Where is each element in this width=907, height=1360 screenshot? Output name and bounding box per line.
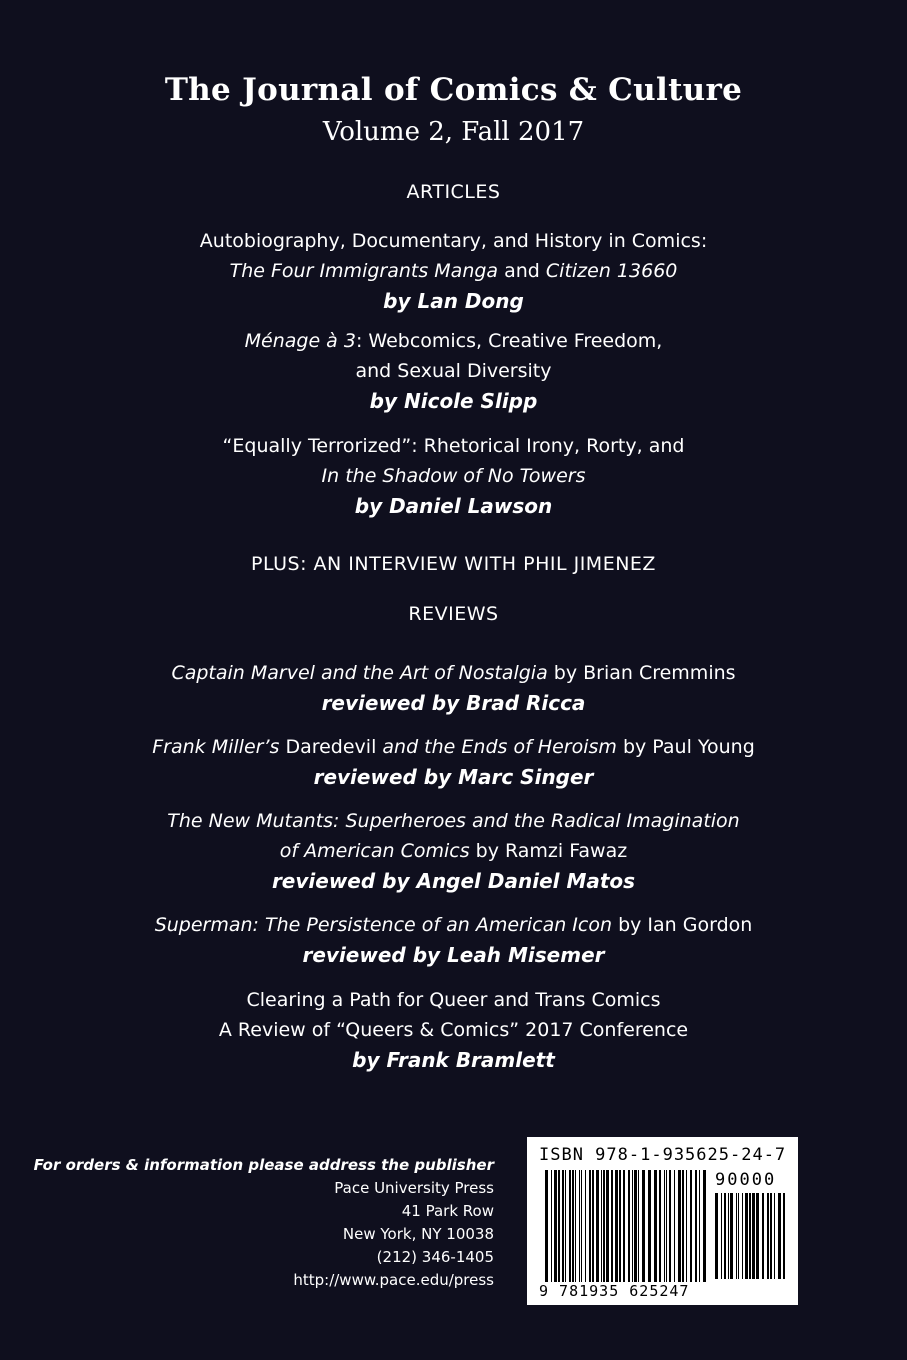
barcode-bar [745, 1193, 748, 1279]
barcode-bar [632, 1170, 633, 1282]
reviewer: reviewed by Angel Daniel Matos [271, 869, 636, 893]
barcode-bar [703, 1170, 706, 1282]
barcode-bar [596, 1170, 599, 1282]
barcode-bar [551, 1170, 552, 1282]
barcode-bar [579, 1170, 580, 1282]
publisher-phone: (212) 346-1405 [376, 1248, 494, 1266]
barcode-bar [666, 1170, 667, 1282]
barcode-bar [648, 1170, 651, 1282]
barcode-bar [752, 1193, 755, 1279]
barcode-bar [690, 1170, 692, 1282]
barcode-bar [721, 1193, 722, 1279]
barcode-bar [728, 1193, 729, 1279]
barcode-bar [762, 1193, 764, 1279]
barcode-bar [615, 1170, 618, 1282]
review-entry [0, 658, 907, 718]
barcode-bar [770, 1193, 772, 1279]
review-entry [0, 985, 907, 1075]
barcode-addon-bars [715, 1193, 787, 1279]
article-title-line: and Sexual Diversity [355, 360, 552, 382]
reviewer: reviewed by Leah Misemer [302, 943, 605, 967]
article-author: by Daniel Lawson [354, 494, 553, 518]
barcode-bar [699, 1170, 700, 1282]
review-title-line: Captain Marvel and the Art of Nostalgia by Brian Cremmins [171, 662, 736, 684]
barcode-bar [669, 1170, 671, 1282]
barcode-bar [664, 1170, 665, 1282]
review-title-line: Superman: The Persistence of an American Icon by Ian Gordon [154, 914, 753, 936]
reviewer: reviewed by Brad Ricca [321, 691, 586, 715]
barcode-bar [638, 1170, 639, 1282]
isbn-barcode [527, 1137, 798, 1305]
barcode-bar [749, 1193, 751, 1279]
article-entry [0, 431, 907, 521]
publisher-name: Pace University Press [334, 1179, 494, 1197]
review-title-line: Clearing a Path for Queer and Trans Comics [246, 989, 661, 1011]
publisher-street: 41 Park Row [401, 1202, 494, 1220]
reviewer: by Frank Bramlett [352, 1048, 555, 1072]
barcode-bar [659, 1170, 661, 1282]
ean-digits: 9 781935 625247 [539, 1282, 690, 1300]
barcode-bar [569, 1170, 571, 1282]
barcode-bar [603, 1170, 605, 1282]
barcode-bar [774, 1193, 775, 1279]
barcode-bar [724, 1193, 726, 1279]
barcode-bar [623, 1170, 625, 1282]
barcode-bar [682, 1170, 684, 1282]
reviews-heading: REVIEWS [408, 603, 499, 625]
review-title-line: Frank Miller’s Daredevil and the Ends of Heroism by Paul Young [152, 736, 755, 758]
barcode-addon-code: 90000 [715, 1170, 777, 1190]
reviewer: reviewed by Marc Singer [313, 765, 594, 789]
barcode-bar [575, 1170, 576, 1282]
barcode-bar [738, 1193, 739, 1279]
review-entry [0, 910, 907, 970]
review-entry [0, 806, 907, 896]
barcode-bar [767, 1193, 769, 1279]
barcode-bar [572, 1170, 574, 1282]
article-entry [0, 326, 907, 416]
barcode-bar [756, 1193, 759, 1279]
articles-heading: ARTICLES [406, 181, 501, 203]
publisher-url: http://www.pace.edu/press [293, 1271, 494, 1289]
barcode-bar [778, 1193, 781, 1279]
barcode-bar [730, 1193, 733, 1279]
barcode-bar [715, 1193, 718, 1279]
barcode-bar [783, 1193, 785, 1279]
review-entry [0, 732, 907, 792]
isbn-label: ISBN 978-1-935625-24-7 [539, 1145, 787, 1165]
barcode-bar [634, 1170, 637, 1282]
publisher-info [34, 1154, 494, 1292]
barcode-main-bars [545, 1170, 707, 1282]
barcode-bar [589, 1170, 591, 1282]
barcode-bar [678, 1170, 681, 1282]
barcode-bar [554, 1170, 557, 1282]
article-title-line: The Four Immigrants Manga and Citizen 13660 [229, 260, 678, 282]
article-title-line: “Equally Terrorized”: Rhetorical Irony, Rorty, and [222, 435, 685, 457]
barcode-bar [565, 1170, 566, 1282]
article-title-line: Autobiography, Documentary, and History in Comics: [199, 230, 708, 252]
barcode-bar [736, 1193, 737, 1279]
article-title-line: In the Shadow of No Towers [321, 465, 586, 487]
article-author: by Nicole Slipp [369, 389, 538, 413]
barcode-bar [606, 1170, 609, 1282]
barcode-bar [619, 1170, 621, 1282]
barcode-bar [558, 1170, 560, 1282]
barcode-bar [611, 1170, 613, 1282]
barcode-bar [674, 1170, 675, 1282]
barcode-bar [601, 1170, 602, 1282]
review-title-line: The New Mutants: Superheroes and the Radical Imagination [167, 810, 740, 832]
review-title-line: of American Comics by Ramzi Fawaz [279, 840, 628, 862]
article-author: by Lan Dong [383, 289, 524, 313]
interview-heading: PLUS: AN INTERVIEW WITH PHIL JIMENEZ [251, 553, 656, 575]
publisher-city: New York, NY 10038 [342, 1225, 494, 1243]
barcode-bar [592, 1170, 594, 1282]
barcode-bar [686, 1170, 687, 1282]
journal-title: The Journal of Comics & Culture [164, 72, 743, 108]
barcode-bar [545, 1170, 548, 1282]
barcode-bar [581, 1170, 582, 1282]
barcode-bar [585, 1170, 586, 1282]
barcode-bar [654, 1170, 657, 1282]
barcode-bar [628, 1170, 630, 1282]
article-title-line: Ménage à 3: Webcomics, Creative Freedom, [244, 330, 663, 352]
barcode-bar [742, 1193, 743, 1279]
volume-subtitle: Volume 2, Fall 2017 [322, 117, 585, 147]
publisher-lead: For orders & information please address the publisher [33, 1156, 494, 1174]
barcode-bar [562, 1170, 564, 1282]
article-entry [0, 226, 907, 316]
review-title-line: A Review of “Queers & Comics” 2017 Conference [218, 1019, 689, 1041]
barcode-bar [695, 1170, 697, 1282]
barcode-bar [642, 1170, 645, 1282]
